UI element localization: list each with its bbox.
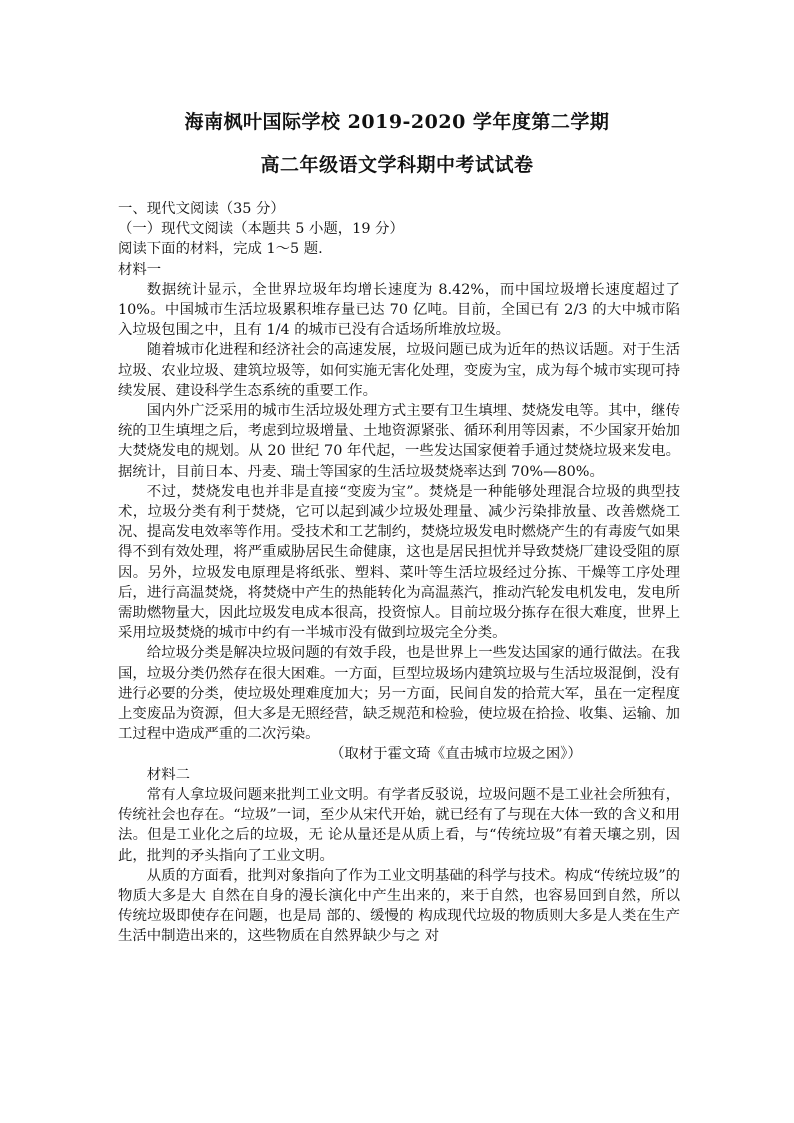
section-heading: 一、现代文阅读（35 分） xyxy=(118,201,285,217)
exam-body xyxy=(118,199,680,947)
material1-paragraph: 不过，焚烧发电也并非是直接“变废为宝”。焚烧是一种能够处理混合垃圾的典型技术，垃圾分类有利于焚烧，它可以起到减少垃圾处理量、减少污染排放量、改善燃烧工况、提高发电效率等作用。受技术和工艺制约，焚烧垃圾发电时燃烧产生的有毒废气如果得不到有效处理，将严重威胁居民生命健康，这也是居民担忧并导致焚烧厂建设受阻的原因。另外，垃圾发电原理是将纸张、塑料、菜叶等生活垃圾经过分拣、干燥等工序处理后，进行高温焚烧，将焚烧中产生的热能转化为高温蒸汽，推动汽轮发电机发电，发电所需助燃物量大，因此垃圾发电成本很高，投资惊人。目前垃圾分拣存在很大难度，世界上采用垃圾焚烧的城市中约有一半城市没有做到垃圾完全分类。 xyxy=(118,483,680,642)
material1-paragraph: 给垃圾分类是解决垃圾问题的有效手段，也是世界上一些发达国家的通行做法。在我国，垃圾分类仍然存在很大困难。一方面，巨型垃圾场内建筑垃圾与生活垃圾混倒，没有进行必要的分类，使垃圾处理难度加大；另一方面，民间自发的拾荒大军，虽在一定程度上变废品为资源，但大多是无照经营，缺乏规范和检验，使垃圾在拾捡、收集、运输、加工过程中造成严重的二次污染。 xyxy=(118,645,680,743)
material1-paragraph: 随着城市化进程和经济社会的高速发展，垃圾问题已成为近年的热议话题。对于生活垃圾、农业垃圾、建筑垃圾等，如何实施无害化处理，变废为宝，成为每个城市实现可持续发展、建设科学生态系统的重要工作。 xyxy=(118,342,680,399)
material2-paragraph: 从质的方面看，批判对象指向了作为工业文明基础的科学与技术。构成“传统垃圾”的物质大多是大 自然在自身的漫长演化中产生出来的，来于自然，也容易回到自然，所以传统垃圾即使存在问题，也是局 部的、缓慢的 构成现代垃圾的物质则大多是人类在生产生活中制造出来的，这些物质在自然界缺少与之 对 xyxy=(118,867,680,945)
material1-source: （取材于霍文琦《直击城市垃圾之困》） xyxy=(330,746,582,763)
reading-instruction: 阅读下面的材料，完成 1～5 题. xyxy=(118,241,323,258)
material2-paragraph: 常有人拿垃圾问题来批判工业文明。有学者反驳说，垃圾问题不是工业社会所独有，传统社会也存在。“垃圾”一词，至少从宋代开始，就已经有了与现在大体一致的含义和用法。但是工业化之后的垃圾，无 论从量还是从质上看，与“传统垃圾”有着天壤之别，因此，批判的矛头指向了工业文明。 xyxy=(118,786,680,864)
exam-title-line1: 海南枫叶国际学校 2019-2020 学年度第二学期 xyxy=(184,111,610,133)
material1-paragraph: 国内外广泛采用的城市生活垃圾处理方式主要有卫生填埋、焚烧发电等。其中，继传统的卫生填埋之后，考虑到垃圾增量、土地资源紧张、循环利用等因素，不少国家开始加大焚烧发电的规划。从 20 世纪 70 年代起，一些发达国家便着手通过焚烧垃圾来发电。据统计，目前日本、丹麦、瑞士等国家的生活垃圾焚烧率达到 70%—80%。 xyxy=(118,403,680,480)
subsection-heading: （一）现代文阅读（本题共 5 小题，19 分） xyxy=(118,221,404,238)
exam-title-line2: 高二年级语文学科期中考试试卷 xyxy=(260,154,534,176)
material1-label: 材料一 xyxy=(118,261,162,278)
material2-label: 材料二 xyxy=(146,766,190,783)
material1-paragraph: 数据统计显示，全世界垃圾年均增长速度为 8.42%，而中国垃圾增长速度超过了 10%。中国城市生活垃圾累积堆存量已达 70 亿吨。目前，全国已有 2/3 的大中城市陷入垃圾包围之中，且有 1/4 的城市已没有合适场所堆放垃圾。 xyxy=(118,281,680,339)
